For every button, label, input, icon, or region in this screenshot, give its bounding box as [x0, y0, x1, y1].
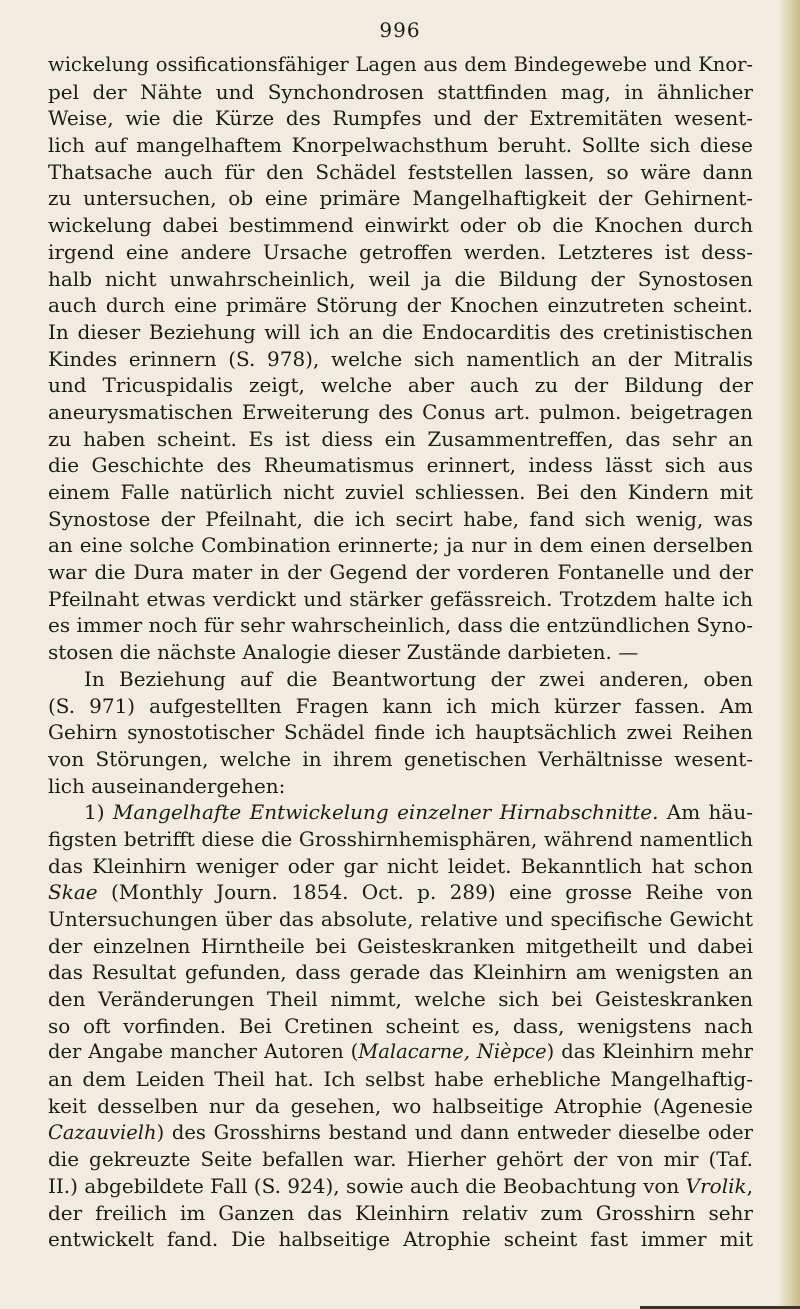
text-segment: auch durch eine primäre Störung der Knochen einzutreten scheint.	[48, 293, 753, 318]
italic-text: Cazauvielh	[48, 1120, 157, 1144]
text-segment: das Resultat gefunden, dass gerade das Kleinhirn am wenigsten an	[48, 960, 753, 985]
text-line	[48, 292, 753, 319]
text-line	[48, 1200, 753, 1227]
text-line	[48, 1093, 753, 1120]
text-line	[48, 559, 753, 586]
text-segment: stosen die nächste Analogie dieser Zustände darbieten. —	[48, 640, 639, 665]
text-line	[48, 746, 753, 773]
text-line	[48, 959, 753, 986]
text-line	[48, 986, 753, 1013]
text-line	[48, 346, 753, 373]
text-line	[48, 266, 753, 293]
text-line	[48, 1146, 753, 1173]
text-line	[48, 452, 753, 479]
text-segment: das Kleinhirn weniger oder gar nicht leidet. Bekanntlich hat schon	[48, 853, 753, 878]
italic-text: Vrolik	[685, 1173, 747, 1198]
text-segment: figsten betrifft diese die Grosshirnhemisphären, während namentlich	[48, 826, 753, 851]
text-segment: halb nicht unwahrscheinlich, weil ja die Bildung der Synostosen	[48, 266, 753, 291]
text-segment: zu untersuchen, ob eine primäre Mangelhaftigkeit der Gehirnent-	[48, 186, 753, 211]
text-segment: lich auf mangelhaftem Knorpelwachsthum beruht. Sollte sich diese	[48, 133, 753, 158]
text-line	[48, 79, 753, 106]
text-segment: Kindes erinnern (S. 978), welche sich namentlich an der Mitralis	[48, 346, 753, 371]
text-line	[48, 185, 753, 212]
text-line	[48, 399, 753, 426]
text-segment: Synostose der Pfeilnaht, die ich secirt habe, fand sich wenig, was	[48, 506, 753, 531]
text-line	[48, 719, 753, 746]
body-text	[48, 52, 753, 1253]
text-segment: II.) abgebildete Fall (S. 924), sowie auch die Beobachtung von	[48, 1173, 686, 1198]
text-line	[48, 933, 753, 960]
page-edge-shadow	[778, 0, 800, 1309]
text-segment: Thatsache auch für den Schädel feststellen lassen, so wäre dann	[48, 159, 753, 184]
text-line	[48, 853, 753, 880]
text-segment: irgend eine andere Ursache getroffen werden. Letzteres ist dess-	[48, 239, 753, 264]
text-line	[48, 1173, 753, 1200]
text-segment: an eine solche Combination erinnerte; ja nur in dem einen derselben	[48, 533, 753, 558]
text-segment: aneurysmatischen Erweiterung des Conus art. pulmon. beigetragen	[48, 399, 753, 424]
text-line	[48, 159, 753, 186]
text-line	[48, 52, 753, 79]
italic-text: Malacarne, Nièpce	[358, 1040, 547, 1064]
text-line	[48, 666, 753, 693]
text-segment: In dieser Beziehung will ich an die Endocarditis des cretinistischen	[48, 319, 753, 344]
text-segment: und Tricuspidalis zeigt, welche aber auch zu der Bildung der	[48, 373, 753, 398]
text-segment: ,	[746, 1173, 753, 1198]
text-segment: es immer noch für sehr wahrscheinlich, dass die entzündlichen Syno-	[48, 613, 754, 638]
text-segment: von Störungen, welche in ihrem genetischen Verhältnisse wesent-	[48, 746, 753, 771]
text-line	[48, 319, 753, 346]
text-line	[48, 1039, 753, 1066]
text-segment: Am häu-	[658, 800, 753, 825]
text-line	[48, 1120, 753, 1147]
text-segment: der einzelnen Hirntheile bei Geisteskranken mitgetheilt und dabei	[48, 933, 753, 958]
text-line	[48, 586, 753, 613]
text-line	[48, 612, 753, 639]
text-line	[48, 693, 753, 720]
page-number: 996	[379, 18, 421, 42]
text-segment: entwickelt fand. Die halbseitige Atrophie scheint fast immer mit	[48, 1227, 753, 1252]
text-line	[48, 426, 753, 453]
text-segment: den Veränderungen Theil nimmt, welche sich bei Geisteskranken	[48, 987, 753, 1012]
text-segment: die Geschichte des Rheumatismus erinnert, indess lässt sich aus	[48, 453, 753, 478]
text-line	[48, 239, 753, 266]
text-line	[48, 826, 753, 853]
text-line	[48, 105, 753, 132]
text-segment: war die Dura mater in der Gegend der vorderen Fontanelle und der	[48, 560, 753, 585]
text-segment: der freilich im Ganzen das Kleinhirn relativ zum Grosshirn sehr	[48, 1200, 753, 1225]
text-segment: ) das Kleinhirn mehr	[546, 1040, 753, 1064]
text-line	[48, 1066, 753, 1093]
text-segment: (S. 971) aufgestellten Fragen kann ich mich kürzer fassen. Am	[48, 693, 753, 718]
text-line	[48, 773, 753, 800]
text-line	[48, 1013, 753, 1040]
text-segment: Gehirn synostotischer Schädel finde ich hauptsächlich zwei Reihen	[48, 720, 753, 745]
text-segment: einem Falle natürlich nicht zuviel schliessen. Bei den Kindern mit	[48, 480, 753, 504]
text-segment: (Monthly Journ. 1854. Oct. p. 289) eine grosse Reihe von	[97, 880, 753, 905]
text-segment: an dem Leiden Theil hat. Ich selbst habe erhebliche Mangelhaftig-	[48, 1067, 753, 1092]
text-segment: der Angabe mancher Autoren (	[48, 1040, 359, 1064]
text-segment: ) des Grosshirns bestand und dann entweder dieselbe oder	[156, 1120, 753, 1144]
text-line	[48, 639, 753, 666]
text-segment: Weise, wie die Kürze des Rumpfes und der Extremitäten wesent-	[48, 106, 753, 131]
italic-text: Mangelhafte Entwickelung einzelner Hirnabschnitte.	[112, 800, 659, 825]
text-segment: so oft vorfinden. Bei Cretinen scheint es, dass, wenigstens nach	[48, 1013, 753, 1038]
text-segment: 1)	[84, 800, 113, 825]
text-segment: Pfeilnaht etwas verdickt und stärker gefässreich. Trotzdem halte ich	[48, 586, 753, 611]
text-line	[48, 879, 753, 906]
text-segment: pel der Nähte und Synchondrosen stattfinden mag, in ähnlicher	[48, 79, 753, 104]
text-line	[48, 799, 753, 826]
text-line	[48, 532, 753, 559]
text-segment: lich auseinandergehen:	[48, 773, 286, 798]
text-line	[48, 506, 753, 533]
text-segment: wickelung dabei bestimmend einwirkt oder ob die Knochen durch	[48, 213, 753, 238]
text-segment: zu haben scheint. Es ist diess ein Zusammentreffen, das sehr an	[48, 426, 753, 451]
text-line	[48, 212, 753, 239]
text-line	[48, 479, 753, 506]
text-line	[48, 1226, 753, 1253]
text-segment: die gekreuzte Seite befallen war. Hierher gehört der von mir (Taf.	[48, 1147, 753, 1172]
text-segment: wickelung ossificationsfähiger Lagen aus dem Bindegewebe und Knor-	[48, 53, 753, 76]
italic-text: Skae	[48, 880, 98, 905]
text-line	[48, 132, 753, 159]
text-line	[48, 906, 753, 933]
text-segment: keit desselben nur da gesehen, wo halbseitige Atrophie (Agenesie	[48, 1093, 753, 1118]
text-line	[48, 372, 753, 399]
text-segment: Untersuchungen über das absolute, relative und specifische Gewicht	[48, 907, 753, 931]
text-segment: In Beziehung auf die Beantwortung der zwei anderen, oben	[84, 666, 753, 691]
